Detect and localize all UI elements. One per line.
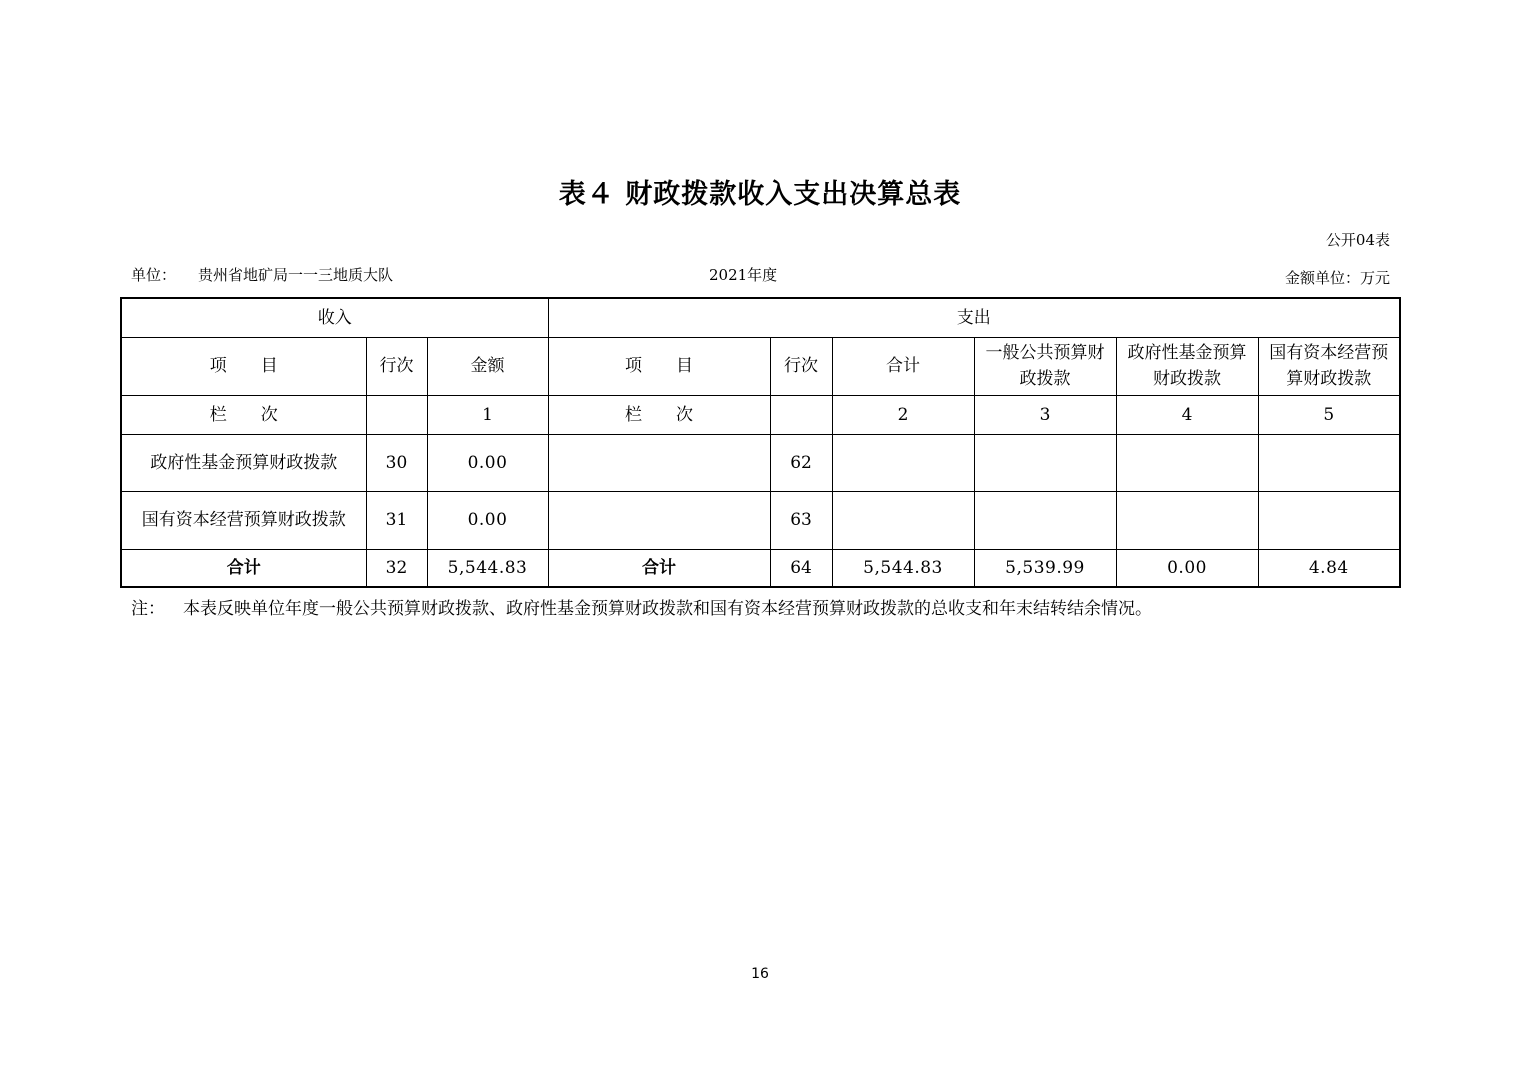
table-row — [121, 434, 1400, 491]
general-budget-header: 一般公共预算财政拨款 — [974, 337, 1116, 395]
income-total-label: 合计 — [121, 549, 366, 587]
income-item-header: 项 目 — [121, 337, 366, 395]
income-amount-header: 金额 — [427, 337, 548, 395]
state-amount — [1258, 491, 1400, 549]
column-number-4: 4 — [1116, 395, 1258, 434]
general-amount — [974, 434, 1116, 491]
note-label: 注： — [131, 599, 165, 619]
table-row — [121, 491, 1400, 549]
column-header-row — [121, 337, 1400, 395]
income-row-no: 30 — [366, 434, 427, 491]
fund-total-amount: 0.00 — [1116, 549, 1258, 587]
total-amount — [832, 491, 974, 549]
general-total-amount: 5,539.99 — [974, 549, 1116, 587]
income-header: 收入 — [121, 298, 548, 337]
column-number-3: 3 — [974, 395, 1116, 434]
state-amount — [1258, 434, 1400, 491]
form-code: 公开04表 — [1325, 231, 1390, 249]
income-amount: 0.00 — [427, 434, 548, 491]
expense-column-label: 栏 次 — [548, 395, 770, 434]
total-row — [121, 549, 1400, 587]
income-total-row-no: 32 — [366, 549, 427, 587]
fund-amount — [1116, 434, 1258, 491]
expense-row-no: 63 — [770, 491, 832, 549]
empty-cell — [770, 395, 832, 434]
amount-unit: 金额单位：万元 — [1284, 269, 1390, 287]
income-row-no-header: 行次 — [366, 337, 427, 395]
income-row-no: 31 — [366, 491, 427, 549]
expense-item-header: 项 目 — [548, 337, 770, 395]
income-item: 政府性基金预算财政拨款 — [121, 434, 366, 491]
column-number-5: 5 — [1258, 395, 1400, 434]
expense-header: 支出 — [548, 298, 1400, 337]
page-number: 16 — [751, 966, 769, 982]
table-note — [131, 594, 1152, 619]
expense-item — [548, 434, 770, 491]
grand-total-amount: 5,544.83 — [832, 549, 974, 587]
income-column-label: 栏 次 — [121, 395, 366, 434]
expense-total-row-no: 64 — [770, 549, 832, 587]
unit-label: 单位： — [131, 266, 177, 284]
report-year: 2021年度 — [709, 266, 778, 284]
unit-name: 贵州省地矿局一一三地质大队 — [198, 266, 394, 284]
page-title: 表４ 财政拨款收入支出决算总表 — [558, 179, 962, 210]
expense-item — [548, 491, 770, 549]
expense-row-no-header: 行次 — [770, 337, 832, 395]
state-capital-header: 国有资本经营预算财政拨款 — [1258, 337, 1400, 395]
column-number-2: 2 — [832, 395, 974, 434]
expense-total-label: 合计 — [548, 549, 770, 587]
budget-table — [120, 297, 1401, 588]
expense-row-no: 62 — [770, 434, 832, 491]
income-amount: 0.00 — [427, 491, 548, 549]
unit-info — [131, 264, 393, 285]
total-header: 合计 — [832, 337, 974, 395]
column-number-row — [121, 395, 1400, 434]
empty-cell — [366, 395, 427, 434]
state-total-amount: 4.84 — [1258, 549, 1400, 587]
column-number-1: 1 — [427, 395, 548, 434]
general-amount — [974, 491, 1116, 549]
income-item: 国有资本经营预算财政拨款 — [121, 491, 366, 549]
total-amount — [832, 434, 974, 491]
fund-amount — [1116, 491, 1258, 549]
income-total-amount: 5,544.83 — [427, 549, 548, 587]
fund-budget-header: 政府性基金预算财政拨款 — [1116, 337, 1258, 395]
section-header-row — [121, 298, 1400, 337]
note-text: 本表反映单位年度一般公共预算财政拨款、政府性基金预算财政拨款和国有资本经营预算财政拨款的总收支和年末结转结余情况。 — [183, 599, 1152, 619]
